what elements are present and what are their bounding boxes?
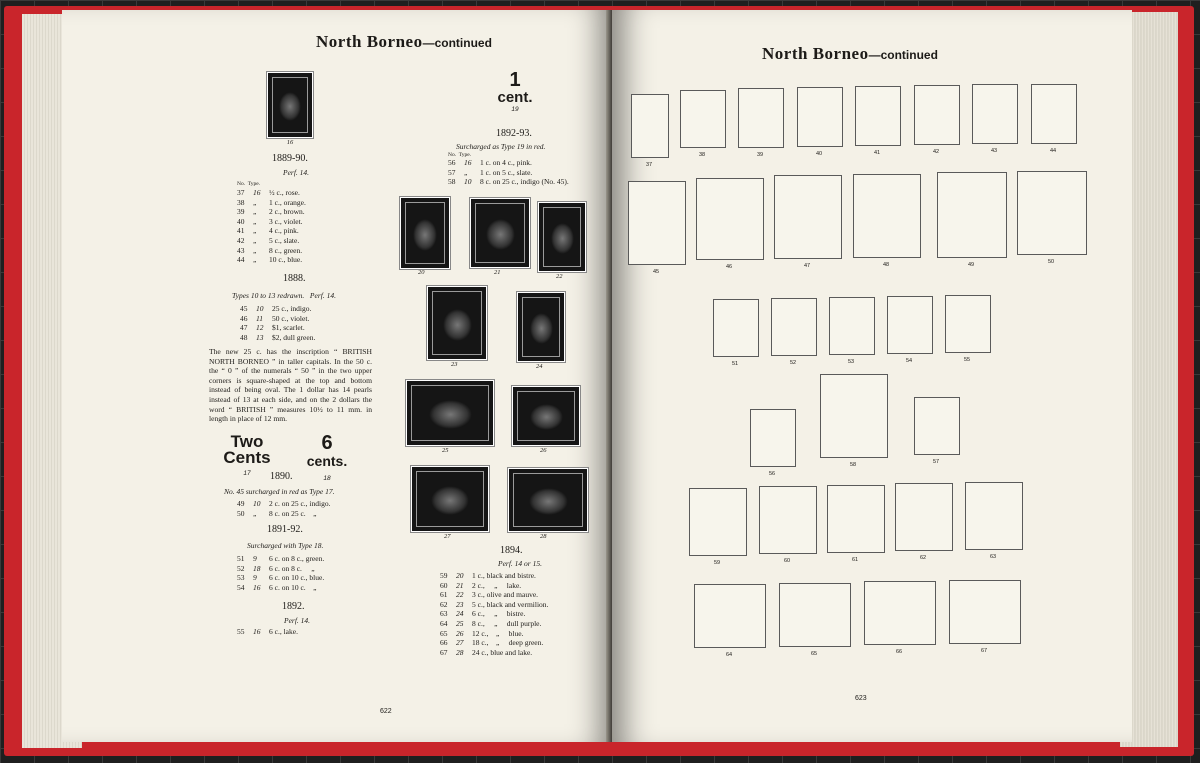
- stamp-space-number: 39: [756, 152, 764, 158]
- row-desc: 12 c., „ blue.: [472, 628, 524, 638]
- stamp-type-24: [517, 292, 565, 362]
- surch18-num: 18: [323, 475, 331, 482]
- row-type: 26: [456, 628, 464, 638]
- row-type: „: [253, 508, 258, 518]
- stamp-space-box: [914, 397, 960, 455]
- row-desc: 4 c., pink.: [269, 226, 299, 236]
- row-desc: 8 c., green.: [269, 245, 303, 255]
- right-page: [612, 10, 1132, 742]
- stamp-space-number: 44: [1049, 148, 1057, 154]
- row-desc: 24 c., blue and lake.: [472, 647, 533, 657]
- caption-16: 16: [286, 139, 294, 146]
- year-1892: 1892.: [282, 601, 305, 612]
- stamp-space-box: [738, 88, 784, 148]
- header-title: North Borneo: [316, 32, 423, 51]
- stamp-space-number: 49: [967, 262, 975, 268]
- stamp-space-number: 51: [731, 361, 739, 367]
- stamp-space-box: [694, 584, 766, 648]
- surch17-num: 17: [243, 470, 251, 477]
- stamp-space-box: [972, 84, 1018, 144]
- row-type: 16: [464, 158, 472, 167]
- row-type: 18: [253, 563, 261, 573]
- row-no: 37: [237, 188, 245, 197]
- surch19-num: 19: [511, 106, 519, 113]
- year-1894: 1894.: [500, 545, 523, 556]
- row-desc: 8 c. on 25 c., indigo (No. 45).: [480, 177, 569, 187]
- surch18-line1: 6: [321, 432, 333, 454]
- stamp-type-27: [411, 466, 489, 532]
- row-type: „: [464, 167, 469, 177]
- stamp-space-box: [779, 583, 851, 647]
- stamp-space-box: [1017, 171, 1087, 255]
- surch17-line1: Two: [230, 432, 264, 451]
- stamp-space-box: [628, 181, 686, 265]
- stamp-space-number: 40: [815, 151, 823, 157]
- perf-1889: Perf. 14.: [283, 168, 310, 177]
- stamp-space-box: [771, 298, 817, 356]
- row-no: 53: [237, 573, 245, 583]
- row-no: 50: [237, 508, 245, 518]
- stamp-space-box: [864, 581, 936, 645]
- row-type: „: [253, 226, 258, 236]
- row-desc: 1 c., orange.: [269, 197, 306, 207]
- row-no: 47: [240, 323, 248, 333]
- row-desc: 1 c. on 4 c., pink.: [480, 158, 532, 167]
- stamp-type-16: [267, 72, 313, 138]
- stamp-space-number: 50: [1047, 259, 1055, 265]
- stamp-space-number: 64: [725, 652, 733, 658]
- left-page: [62, 10, 612, 742]
- stamp-space-box: [829, 297, 875, 355]
- stamp-space-number: 65: [810, 651, 818, 657]
- stamp-space-box: [945, 295, 991, 353]
- row-desc: 2 c., „ lake.: [472, 580, 522, 590]
- row-no: 59: [440, 571, 448, 580]
- stamp-space-box: [713, 299, 759, 357]
- sub-1892-93: Surcharged as Type 19 in red.: [456, 142, 546, 151]
- stamp-caption: 23: [451, 361, 458, 368]
- row-no: 67: [440, 647, 448, 657]
- row-type: 10: [464, 177, 472, 187]
- stamp-caption: 28: [540, 533, 547, 540]
- row-desc: $1, scarlet.: [272, 323, 305, 333]
- row-no: 46: [240, 313, 248, 323]
- row-type: 9: [253, 554, 257, 563]
- row-desc: 1 c. on 5 c., slate.: [480, 167, 533, 177]
- row-desc: 2 c., brown.: [269, 207, 305, 217]
- stamp-caption: 24: [536, 363, 543, 370]
- row-no: 45: [240, 304, 248, 313]
- row-no: 43: [237, 245, 245, 255]
- surcharge-type-19: [482, 70, 548, 113]
- stamp-space-box: [1031, 84, 1077, 144]
- surch19-line1: 1: [509, 69, 521, 91]
- row-type: 16: [253, 582, 261, 592]
- stamp-space-number: 46: [725, 264, 733, 270]
- stamp-space-box: [680, 90, 726, 148]
- row-type: 9: [253, 573, 257, 583]
- stamp-space-number: 47: [803, 263, 811, 269]
- row-type: 24: [456, 609, 464, 619]
- row-type: 21: [456, 580, 464, 590]
- row-type: „: [253, 236, 258, 245]
- row-desc: 25 c., indigo.: [272, 304, 312, 313]
- stamp-caption: 20: [418, 269, 425, 276]
- row-desc: $2, dull green.: [272, 332, 316, 342]
- row-no: 55: [237, 627, 245, 636]
- stamp-type-23: [427, 286, 487, 360]
- stamp-space-box: [820, 374, 888, 458]
- row-type: 23: [456, 599, 464, 609]
- stamp-space-box: [965, 482, 1023, 550]
- surch18-line2: cents.: [306, 453, 348, 469]
- row-desc: 50 c., violet.: [272, 313, 310, 323]
- row-desc: 3 c., violet.: [269, 216, 303, 226]
- stamp-space-number: 57: [932, 459, 940, 465]
- stamp-space-number: 55: [963, 357, 971, 363]
- row-type: „: [253, 197, 258, 207]
- stamp-caption: 26: [540, 447, 547, 454]
- stamp-space-number: 48: [882, 262, 890, 268]
- row-type: 10: [256, 304, 264, 313]
- stamp-space-box: [895, 483, 953, 551]
- row-desc: 1 c., black and bistre.: [472, 571, 536, 580]
- stamp-caption: 27: [444, 533, 451, 540]
- col-head-1889: No. Type.: [237, 181, 261, 187]
- stamp-space-box: [855, 86, 901, 146]
- stamp-space-number: 41: [873, 150, 881, 156]
- stamp-space-box: [853, 174, 921, 258]
- stamp-space-number: 45: [652, 269, 660, 275]
- stamp-space-number: 37: [645, 162, 653, 168]
- stamp-space-number: 59: [713, 560, 721, 566]
- row-type: 16: [253, 188, 261, 197]
- stamp-space-number: 67: [980, 648, 988, 654]
- year-1892-93: 1892-93.: [496, 128, 532, 139]
- row-no: 40: [237, 216, 245, 226]
- stamp-space-number: 43: [990, 148, 998, 154]
- row-desc: ½ c., rose.: [269, 188, 300, 197]
- row-no: 61: [440, 590, 448, 600]
- sub-1890: No. 45 surcharged in red as Type 17.: [224, 487, 335, 496]
- row-desc: 8 c., „ dull purple.: [472, 619, 542, 628]
- row-no: 54: [237, 582, 245, 592]
- sub-1891: Surcharged with Type 18.: [247, 541, 324, 550]
- page-header: [316, 32, 492, 52]
- stamp-space-number: 61: [851, 557, 859, 563]
- row-type: „: [253, 207, 258, 217]
- stamp-space-box: [887, 296, 933, 354]
- perf-1892: Perf. 14.: [284, 616, 311, 625]
- row-no: 63: [440, 609, 448, 619]
- stamp-space-box: [696, 178, 764, 260]
- row-desc: 6 c. on 8 c., green.: [269, 554, 325, 563]
- row-desc: 18 c., „ deep green.: [472, 638, 544, 648]
- stamp-space-number: 58: [849, 462, 857, 468]
- row-no: 64: [440, 619, 448, 628]
- row-desc: 6 c. on 10 c., blue.: [269, 573, 325, 583]
- row-no: 49: [237, 499, 245, 508]
- row-desc: 3 c., olive and mauve.: [472, 590, 539, 600]
- stamp-type-26: [512, 386, 580, 446]
- page-number-right: 623: [855, 695, 867, 702]
- page-header-right: [762, 44, 938, 64]
- row-type: 20: [456, 571, 464, 580]
- surcharge-type-18: [302, 434, 352, 488]
- perf-1894: Perf. 14 or 15.: [498, 559, 542, 568]
- year-1888: 1888.: [283, 273, 306, 284]
- row-no: 44: [237, 255, 245, 265]
- row-desc: 6 c., „ bistre.: [472, 609, 526, 619]
- row-desc: 10 c., blue.: [269, 255, 303, 265]
- stamp-space-box: [689, 488, 747, 556]
- col-head-1892-93: No. Type.: [448, 152, 472, 158]
- row-no: 52: [237, 563, 245, 573]
- stamp-space-number: 66: [895, 649, 903, 655]
- stamp-space-number: 42: [932, 149, 940, 155]
- header-continued: —continued: [422, 36, 492, 50]
- stamp-space-number: 53: [847, 359, 855, 365]
- stamp-space-number: 38: [698, 152, 706, 158]
- row-no: 42: [237, 236, 245, 245]
- header-continued-right: —continued: [868, 48, 938, 62]
- surch19-line2: cent.: [497, 89, 533, 106]
- row-desc: 6 c., lake.: [269, 627, 298, 636]
- row-desc: 6 c. on 8 c. „: [269, 563, 315, 573]
- row-no: 51: [237, 554, 245, 563]
- row-no: 58: [448, 177, 456, 187]
- row-type: 22: [456, 590, 464, 600]
- row-type: 28: [456, 647, 464, 657]
- sub-1888: Types 10 to 13 redrawn. Perf. 14.: [232, 291, 336, 300]
- row-desc: 2 c. on 25 c., indigo.: [269, 499, 331, 508]
- row-desc: 6 c. on 10 c. „: [269, 582, 317, 592]
- stamp-type-22: [538, 202, 586, 272]
- row-type: 13: [256, 332, 264, 342]
- stamp-space-number: 63: [989, 554, 997, 560]
- stamp-space-box: [750, 409, 796, 467]
- stamp-caption: 22: [556, 273, 563, 280]
- row-type: 25: [456, 619, 464, 628]
- row-type: „: [253, 255, 258, 265]
- row-type: 16: [253, 627, 261, 636]
- row-type: „: [253, 216, 258, 226]
- row-no: 41: [237, 226, 245, 236]
- note-paragraph: The new 25 c. has the inscription “ BRITISH NORTH BORNEO ” in taller capitals. In the 50 c. the “ 0 ” of the numerals “ 50 ” in the two upper corners is square-shaped at the top and bottom instead of being oval. The 1 dollar has 14 pearls instead of 13 at each side, and on the 2 dollars the word “ BRITISH ” measures 10½ to 11 mm. in length in place of 12 mm.: [209, 347, 372, 424]
- stamp-type-20: [400, 197, 450, 269]
- stamp-space-box: [937, 172, 1007, 258]
- stamp-space-number: 62: [919, 555, 927, 561]
- row-no: 57: [448, 167, 456, 177]
- stamp-type-25: [406, 380, 494, 446]
- stamp-caption: 21: [494, 269, 501, 276]
- row-type: 12: [256, 323, 264, 333]
- stamp-space-box: [631, 94, 669, 158]
- row-no: 65: [440, 628, 448, 638]
- row-type: „: [253, 245, 258, 255]
- stamp-type-21: [470, 198, 530, 268]
- stamp-space-box: [827, 485, 885, 553]
- stamp-space-box: [797, 87, 843, 147]
- row-type: 10: [253, 499, 261, 508]
- year-1889: 1889-90.: [272, 153, 308, 164]
- row-no: 60: [440, 580, 448, 590]
- row-no: 66: [440, 638, 448, 648]
- row-desc: 8 c. on 25 c. „: [269, 508, 317, 518]
- row-desc: 5 c., black and vermilion.: [472, 599, 549, 609]
- stamp-type-28: [508, 468, 588, 532]
- row-type: 11: [256, 313, 263, 323]
- stamp-space-number: 52: [789, 360, 797, 366]
- row-no: 62: [440, 599, 448, 609]
- stamp-space-box: [914, 85, 960, 145]
- year-1891: 1891-92.: [267, 524, 303, 535]
- stamp-space-box: [774, 175, 842, 259]
- stamp-space-number: 60: [783, 558, 791, 564]
- stamp-space-box: [949, 580, 1021, 644]
- page-number-left: 622: [380, 708, 392, 715]
- surch17-line2: Cents: [223, 448, 271, 467]
- stamp-space-number: 54: [905, 358, 913, 364]
- row-no: 56: [448, 158, 456, 167]
- stamp-space-box: [759, 486, 817, 554]
- row-desc: 5 c., slate.: [269, 236, 300, 245]
- year-1890: 1890.: [270, 471, 293, 482]
- surcharge-type-17: [222, 434, 272, 482]
- row-type: 27: [456, 638, 464, 648]
- stamp-caption: 25: [442, 447, 449, 454]
- header-title-right: North Borneo: [762, 44, 869, 63]
- row-no: 38: [237, 197, 245, 207]
- stamp-space-number: 56: [768, 471, 776, 477]
- row-no: 48: [240, 332, 248, 342]
- row-no: 39: [237, 207, 245, 217]
